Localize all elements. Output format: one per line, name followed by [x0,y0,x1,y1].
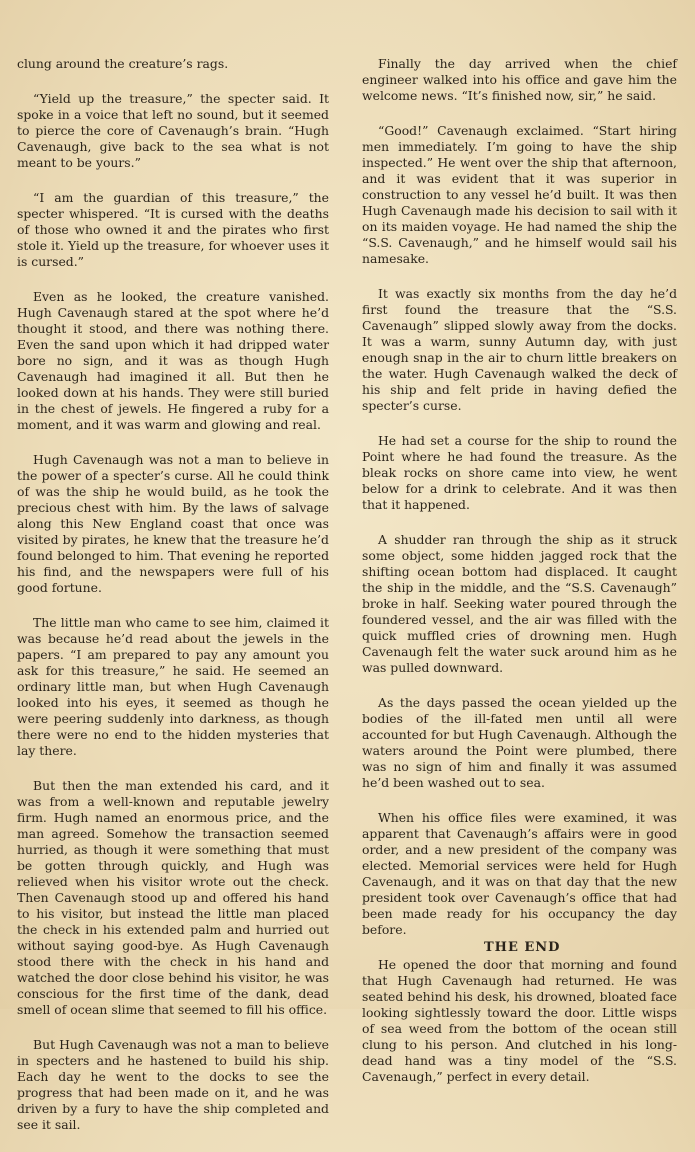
left-paragraph-8: But Hugh Cavenaugh was not a man to believe in specters and he hastened to build his ship. Each day he went to the docks to see the progress that had been made on it, and he was driven by a fury to have the ship completed and see it sail. [17,1037,329,1132]
left-paragraph-6: The little man who came to see him, claimed it was because he’d read about the jewels in the papers. “I am prepared to pay any amount you ask for this treasure,” he said. He seemed an ordinary little man, but when Hugh Cavenaugh looked into his eyes, it seemed as though he were peering suddenly into darkness, as though there were no end to the hidden mysteries that lay there. [17,615,329,758]
left-paragraph-5: Hugh Cavenaugh was not a man to believe in the power of a specter’s curse. All he could think of was the ship he would build, as he took the precious chest with him. By the laws of salvage along this New England coast that once was visited by pirates, he knew that the treasure he’d found belonged to him. That evening he reported his find, and the newspapers were full of his good fortune. [17,452,329,595]
left-paragraph-4: Even as he looked, the creature vanished. Hugh Cavenaugh stared at the spot where he’d thought it stood, and there was nothing there. Even the sand upon which it had dripped water bore no sign, and it was as though Hugh Cavenaugh had imagined it all. But then he looked down at his hands. They were still buried in the chest of jewels. He fingered a ruby for a moment, and it was warm and glowing and real. [17,289,329,432]
right-paragraph-3: It was exactly six months from the day he’d first found the treasure that the “S.S. Cavenaugh” slipped slowly away from the docks. It was a warm, sunny Autumn day, with just enough snap in the air to churn little breakers on the water. Hugh Cavenaugh walked the deck of his ship and felt pride in having defied the specter’s curse. [362,286,677,413]
left-paragraph-7: But then the man extended his card, and it was from a well-known and reputable jewelry firm. Hugh named an enormous price, and the man agreed. Somehow the transaction seemed hurried, as though it were something that must be gotten through quickly, and Hugh was relieved when his visitor wrote out the check. Then Cavenaugh stood up and offered his hand to his visitor, but instead the little man placed the check in his extended palm and hurried out without saying good-bye. As Hugh Cavenaugh stood there with the check in his hand and watched the door close behind his visitor, he was conscious for the first time of the dank, dead smell of ocean slime that seemed to fill his office. [17,778,329,1017]
left-paragraph-1: clung around the creature’s rags. [17,56,229,71]
right-paragraph-2: “Good!” Cavenaugh exclaimed. “Start hiring men immediately. I’m going to have the ship inspected.” He went over the ship that afternoon, and it was evident that it was superior in construction to any vessel he’d built. It was then Hugh Cavenaugh made his decision to sail with it on its maiden voyage. He had named the ship the “S.S. Cavenaugh,” and he himself would sail his namesake. [362,123,677,266]
left-paragraph-3: “I am the guardian of this treasure,” the specter whispered. “It is cursed with the deaths of those who owned it and the pirates who first stole it. Yield up the treasure, for whoever uses it is cursed.” [17,190,329,269]
the-end-label: THE END [484,940,561,955]
left-paragraph-2: “Yield up the treasure,” the specter said. It spoke in a voice that left no sound, but it seemed to pierce the core of Cavenaugh’s brain. “Hugh Cavenaugh, give back to the sea what is not meant to be yours.” [17,91,329,170]
right-paragraph-8: He opened the door that morning and found that Hugh Cavenaugh had returned. He was seated behind his desk, his drowned, bloated face looking sightlessly toward the door. Little wisps of sea weed from the bottom of the ocean still clung to his person. And clutched in his long-dead hand was a tiny model of the “S.S. Cavenaugh,” perfect in every detail. [362,957,677,1084]
right-paragraph-1: Finally the day arrived when the chief engineer walked into his office and gave him the welcome news. “It’s finished now, sir,” he said. [362,56,677,103]
left-column [17,56,329,1152]
right-paragraph-4: He had set a course for the ship to round the Point where he had found the treasure. As the bleak rocks on shore came into view, he went below for a drink to celebrate. And it was then that it happened. [362,433,677,512]
right-paragraph-7: When his office files were examined, it was apparent that Cavenaugh’s affairs were in good order, and a new president of the company was elected. Memorial services were held for Hugh Cavenaugh, and it was on that day that the new president took over Cavenaugh’s office that had been made ready for his occupancy the day before. [362,810,677,937]
right-paragraph-5: A shudder ran through the ship as it struck some object, some hidden jagged rock that the shifting ocean bottom had displaced. It caught the ship in the middle, and the “S.S. Cavenaugh” broke in half. Seeking water poured through the foundered vessel, and the air was filled with the quick muffled cries of drowning men. Hugh Cavenaugh felt the water suck around him as he was pulled downward. [362,532,677,675]
right-paragraph-6: As the days passed the ocean yielded up the bodies of the ill-fated men until all were accounted for but Hugh Cavenaugh. Although the waters around the Point were plumbed, there was no sign of him and finally it was assumed he’d been washed out to sea. [362,695,677,790]
